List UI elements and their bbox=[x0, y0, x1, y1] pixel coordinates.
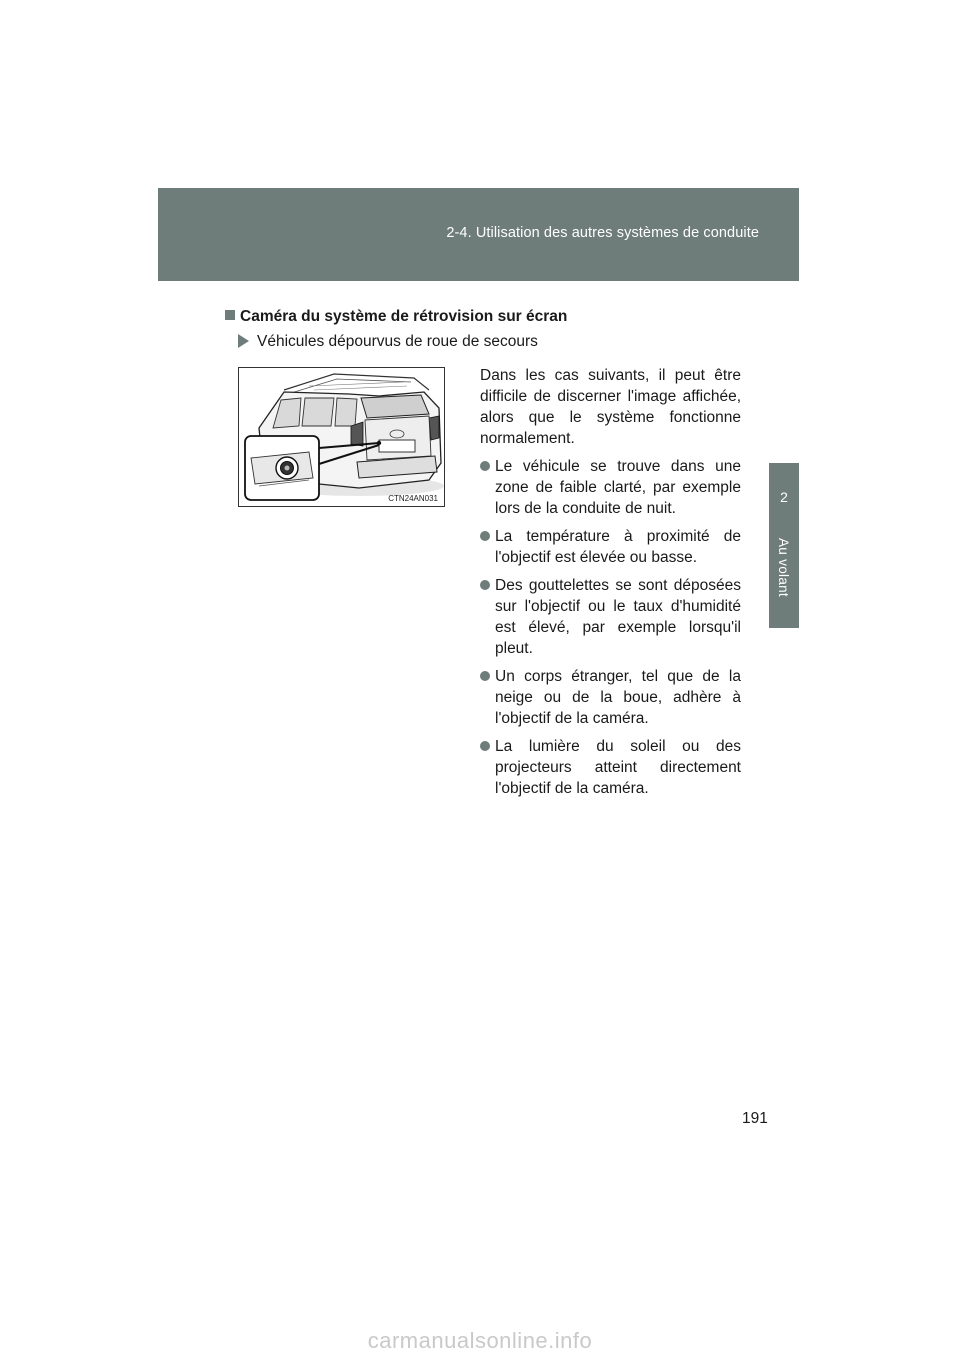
list-item-text: La lumière du soleil ou des projecteurs atteint directement l'objectif de la caméra. bbox=[495, 738, 741, 797]
page-number: 191 bbox=[742, 1110, 768, 1127]
list-item bbox=[480, 736, 741, 799]
list-item-text: La température à proximité de l'objectif est élevée ou basse. bbox=[495, 528, 741, 566]
list-item-text: Des gouttelettes se sont déposées sur l'objectif ou le taux d'humidité est élevé, par exemple lorsqu'il pleut. bbox=[495, 577, 741, 657]
circle-bullet-icon bbox=[480, 531, 490, 541]
circle-bullet-icon bbox=[480, 580, 490, 590]
triangle-arrow-icon bbox=[238, 334, 249, 348]
body-text-column bbox=[480, 365, 741, 806]
vehicle-condition-text: Véhicules dépourvus de roue de secours bbox=[257, 333, 538, 350]
vehicle-condition bbox=[238, 333, 538, 351]
chapter-label: Au volant bbox=[776, 538, 791, 597]
list-item bbox=[480, 666, 741, 729]
square-bullet-icon bbox=[225, 310, 235, 320]
list-item-text: Un corps étranger, tel que de la neige ou de la boue, adhère à l'objectif de la caméra. bbox=[495, 668, 741, 727]
chapter-number: 2 bbox=[780, 489, 788, 505]
circle-bullet-icon bbox=[480, 461, 490, 471]
section-heading bbox=[225, 308, 567, 326]
list-item-text: Le véhicule se trouve dans une zone de faible clarté, par exemple lors de la conduite de nuit. bbox=[495, 458, 741, 517]
section-header-band bbox=[158, 188, 799, 281]
watermark-text: carmanualsonline.info bbox=[367, 1328, 593, 1353]
intro-paragraph: Dans les cas suivants, il peut être difficile de discerner l'image affichée, alors que le système fonctionne normalement. bbox=[480, 367, 741, 447]
list-item bbox=[480, 575, 741, 659]
figure-code: CTN24AN031 bbox=[388, 494, 438, 503]
circle-bullet-icon bbox=[480, 671, 490, 681]
section-title: 2-4. Utilisation des autres systèmes de conduite bbox=[446, 225, 759, 241]
chapter-tab bbox=[769, 463, 799, 528]
circle-bullet-icon bbox=[480, 741, 490, 751]
rear-camera-illustration bbox=[238, 367, 445, 507]
list-item bbox=[480, 526, 741, 568]
chapter-label-tab bbox=[769, 528, 799, 628]
suv-rear-view-drawing bbox=[239, 368, 444, 506]
section-heading-text: Caméra du système de rétrovision sur écran bbox=[240, 308, 568, 325]
list-item bbox=[480, 456, 741, 519]
